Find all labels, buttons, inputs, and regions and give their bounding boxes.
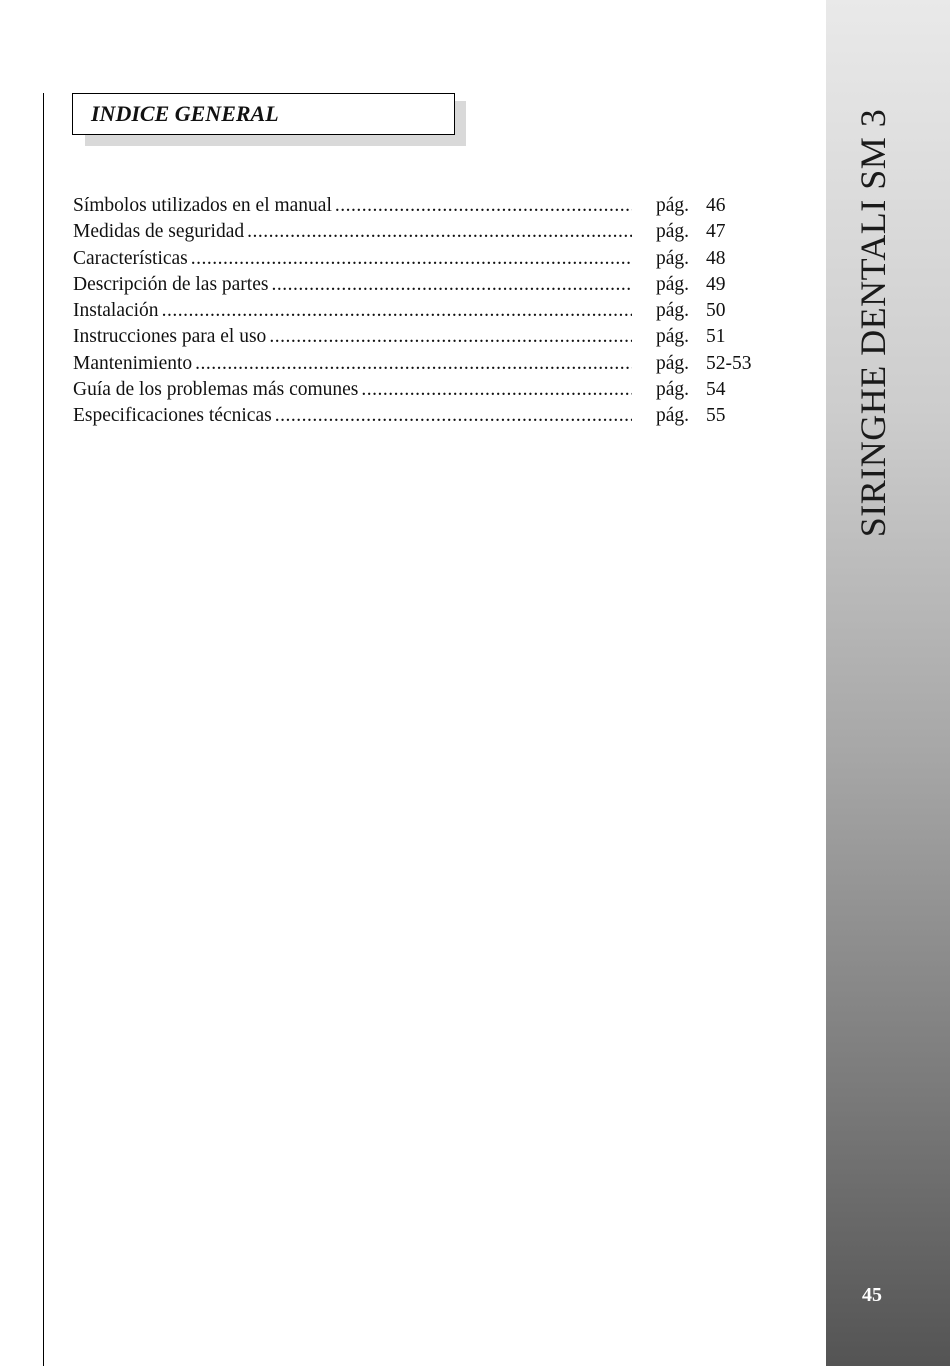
- toc-page-prefix: pág.: [656, 352, 690, 374]
- toc-dot-leader: [271, 272, 632, 298]
- toc-page-prefix: pág.: [656, 326, 690, 348]
- toc-page-number: 46: [706, 195, 726, 216]
- toc-entry-label: Mantenimiento: [73, 351, 195, 377]
- toc-entry: [73, 272, 773, 298]
- toc-entry-label: Medidas de seguridad: [73, 219, 247, 245]
- toc-page-number: 51: [706, 326, 726, 348]
- toc-page-prefix: pág.: [656, 379, 690, 401]
- toc-page-prefix: pág.: [656, 195, 690, 216]
- table-of-contents: [73, 193, 773, 430]
- toc-entry: [73, 324, 773, 350]
- toc-entry: [73, 403, 773, 429]
- toc-entry-lead: [73, 377, 632, 403]
- toc-entry-lead: [73, 246, 632, 272]
- toc-page-number: 49: [706, 273, 726, 295]
- toc-entry-label: Instalación: [73, 298, 162, 324]
- toc-page-prefix: pág.: [656, 247, 690, 269]
- toc-entry-lead: [73, 193, 632, 219]
- toc-page-number: 55: [706, 405, 726, 427]
- toc-dot-leader: [335, 193, 632, 219]
- toc-page-number: 52-53: [706, 352, 752, 374]
- toc-entry-label: Guía de los problemas más comunes: [73, 377, 361, 403]
- toc-entry-lead: [73, 351, 632, 377]
- toc-dot-leader: [361, 377, 632, 403]
- toc-page-prefix: pág.: [656, 405, 690, 427]
- toc-entry-lead: [73, 272, 632, 298]
- toc-entry-label: Símbolos utilizados en el manual: [73, 193, 335, 219]
- toc-page-prefix: pág.: [656, 221, 690, 243]
- toc-dot-leader: [275, 403, 632, 429]
- toc-entry-lead: [73, 219, 632, 245]
- title-box: [72, 93, 455, 135]
- toc-page-number: 54: [706, 379, 726, 401]
- toc-dot-leader: [195, 351, 632, 377]
- toc-page-number: 47: [706, 221, 726, 243]
- toc-entry: [73, 246, 773, 272]
- toc-dot-leader: [247, 219, 632, 245]
- toc-entry-label: Especificaciones técnicas: [73, 403, 275, 429]
- toc-page-number: 48: [706, 247, 726, 269]
- toc-entry-label: Descripción de las partes: [73, 272, 271, 298]
- toc-entry-lead: [73, 324, 632, 350]
- vertical-product-title: SIRINGHE DENTALI SM 3: [853, 108, 893, 538]
- toc-dot-leader: [269, 324, 632, 350]
- toc-page-number: 50: [706, 300, 726, 322]
- toc-entry-label: Características: [73, 246, 191, 272]
- toc-entry-label: Instrucciones para el uso: [73, 324, 269, 350]
- toc-page-prefix: pág.: [656, 273, 690, 295]
- toc-entry: [73, 193, 773, 219]
- toc-entry: [73, 351, 773, 377]
- page-number: 45: [862, 1284, 882, 1306]
- toc-entry-lead: [73, 298, 632, 324]
- left-margin-rule: [43, 93, 44, 1366]
- toc-entry: [73, 298, 773, 324]
- toc-entry: [73, 219, 773, 245]
- toc-dot-leader: [191, 246, 632, 272]
- toc-entry-lead: [73, 403, 632, 429]
- toc-page-prefix: pág.: [656, 300, 690, 322]
- page-title: INDICE GENERAL: [91, 101, 279, 126]
- toc-dot-leader: [162, 298, 632, 324]
- toc-entry: [73, 377, 773, 403]
